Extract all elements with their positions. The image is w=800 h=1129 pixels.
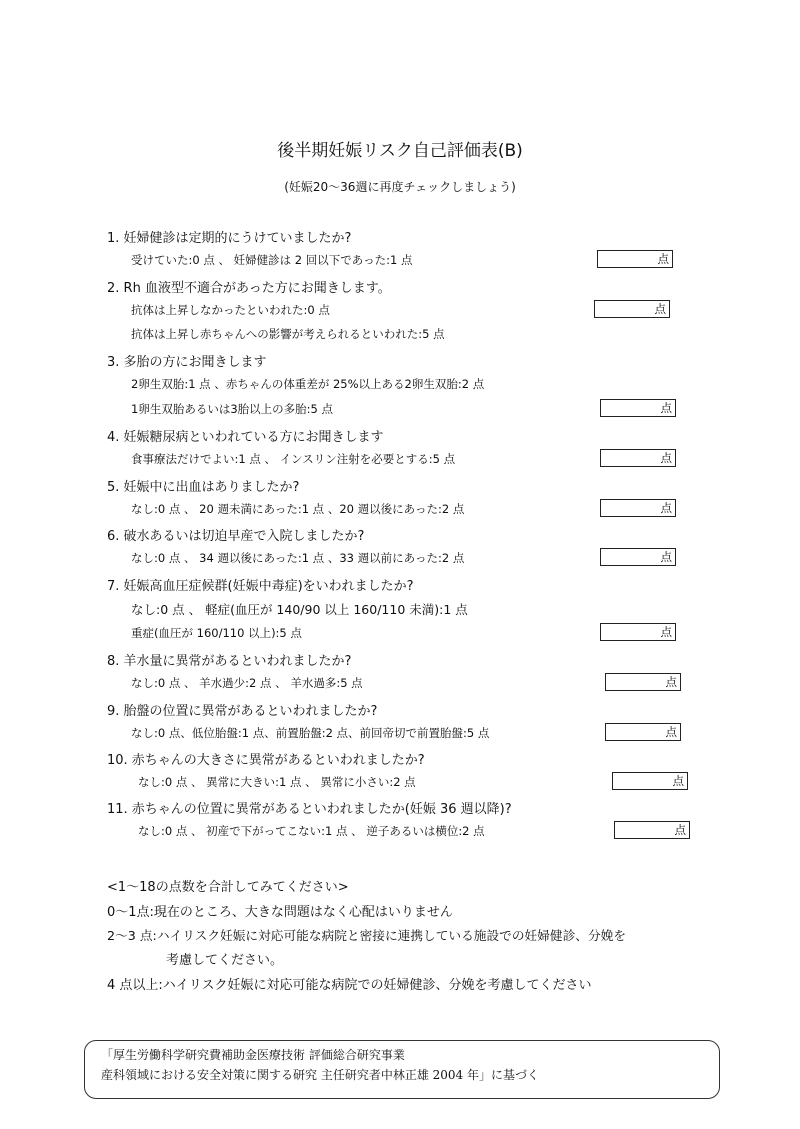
summary-heading: <1〜18の点数を合計してみてください> <box>107 880 349 895</box>
question-5-option-1: なし:0 点 、 20 週未満にあった:1 点 、20 週以後にあった:2 点 <box>131 502 465 516</box>
question-5: 5. 妊娠中に出血はありましたか? <box>107 480 300 495</box>
footer-line-2: 産科領域における安全対策に関する研究 主任研究者中林正雄 2004 年」に基づく <box>101 1068 539 1082</box>
score-box-5[interactable]: 点 <box>600 499 676 517</box>
summary-line-2-3-cont: 考慮してください。 <box>166 953 284 968</box>
question-2-option-2: 抗体は上昇し赤ちゃんへの影響が考えられるといわれた:5 点 <box>131 327 445 341</box>
footer-line-1: 「厚生労働科学研究費補助金医療技術 評価総合研究事業 <box>101 1048 405 1062</box>
score-box-4[interactable]: 点 <box>600 449 676 467</box>
score-box-6[interactable]: 点 <box>600 548 676 566</box>
question-10-option-1: なし:0 点 、 異常に大きい:1 点 、 異常に小さい:2 点 <box>138 775 416 789</box>
question-11: 11. 赤ちゃんの位置に異常があるといわれましたか(妊娠 36 週以降)? <box>107 802 512 817</box>
score-box-7[interactable]: 点 <box>600 623 676 641</box>
question-7: 7. 妊娠高血圧症候群(妊娠中毒症)をいわれましたか? <box>107 579 414 594</box>
score-box-9[interactable]: 点 <box>605 723 681 741</box>
score-box-11[interactable]: 点 <box>614 821 690 839</box>
score-box-3[interactable]: 点 <box>600 399 676 417</box>
footer-box <box>84 1040 720 1099</box>
question-6: 6. 破水あるいは切迫早産で入院しましたか? <box>107 529 365 544</box>
question-6-option-1: なし:0 点 、 34 週以後にあった:1 点 、33 週以前にあった:2 点 <box>131 551 465 565</box>
question-7-option-1: なし:0 点 、 軽症(血圧が 140/90 以上 160/110 未満):1 点 <box>131 602 468 617</box>
question-8: 8. 羊水量に異常があるといわれましたか? <box>107 654 352 669</box>
question-4: 4. 妊娠糖尿病といわれている方にお聞きします <box>107 430 384 445</box>
score-box-8[interactable]: 点 <box>605 673 681 691</box>
question-3-option-2: 1卵生双胎あるいは3胎以上の多胎:5 点 <box>131 402 333 416</box>
question-9: 9. 胎盤の位置に異常があるといわれましたか? <box>107 704 378 719</box>
question-3-option-1: 2卵生双胎:1 点 、赤ちゃんの体重差が 25%以上ある2卵生双胎:2 点 <box>131 377 485 391</box>
question-1: 1. 妊婦健診は定期的にうけていましたか? <box>107 231 352 246</box>
question-1-option-1: 受けていた:0 点 、 妊婦健診は 2 回以下であった:1 点 <box>131 253 413 267</box>
score-box-10[interactable]: 点 <box>612 772 688 790</box>
question-2-option-1: 抗体は上昇しなかったといわれた:0 点 <box>131 303 330 317</box>
question-10: 10. 赤ちゃんの大きさに異常があるといわれましたか? <box>107 753 425 768</box>
question-9-option-1: なし:0 点、低位胎盤:1 点、前置胎盤:2 点、前回帝切で前置胎盤:5 点 <box>131 726 490 740</box>
page-subtitle: (妊娠20〜36週に再度チェックしましょう) <box>284 180 516 194</box>
question-11-option-1: なし:0 点 、 初産で下がってこない:1 点 、 逆子あるいは横位:2 点 <box>138 824 485 838</box>
question-2: 2. Rh 血液型不適合があった方にお聞きします。 <box>107 281 391 296</box>
score-box-1[interactable]: 点 <box>597 250 673 268</box>
summary-line-0-1: 0〜1点:現在のところ、大きな問題はなく心配はいりません <box>107 905 453 920</box>
question-8-option-1: なし:0 点 、 羊水過少:2 点 、 羊水過多:5 点 <box>131 676 363 690</box>
score-box-2[interactable]: 点 <box>594 300 670 318</box>
question-4-option-1: 食事療法だけでよい:1 点 、 インスリン注射を必要とする:5 点 <box>131 452 456 466</box>
question-7-option-2: 重症(血圧が 160/110 以上):5 点 <box>131 626 302 640</box>
question-3: 3. 多胎の方にお聞きします <box>107 355 267 370</box>
summary-line-4-plus: 4 点以上:ハイリスク妊娠に対応可能な病院での妊婦健診、分娩を考慮してください <box>107 978 592 993</box>
page-title: 後半期妊娠リスク自己評価表(B) <box>277 141 523 161</box>
summary-line-2-3: 2〜3 点:ハイリスク妊娠に対応可能な病院と密接に連携している施設での妊婦健診、分娩を <box>107 928 627 943</box>
